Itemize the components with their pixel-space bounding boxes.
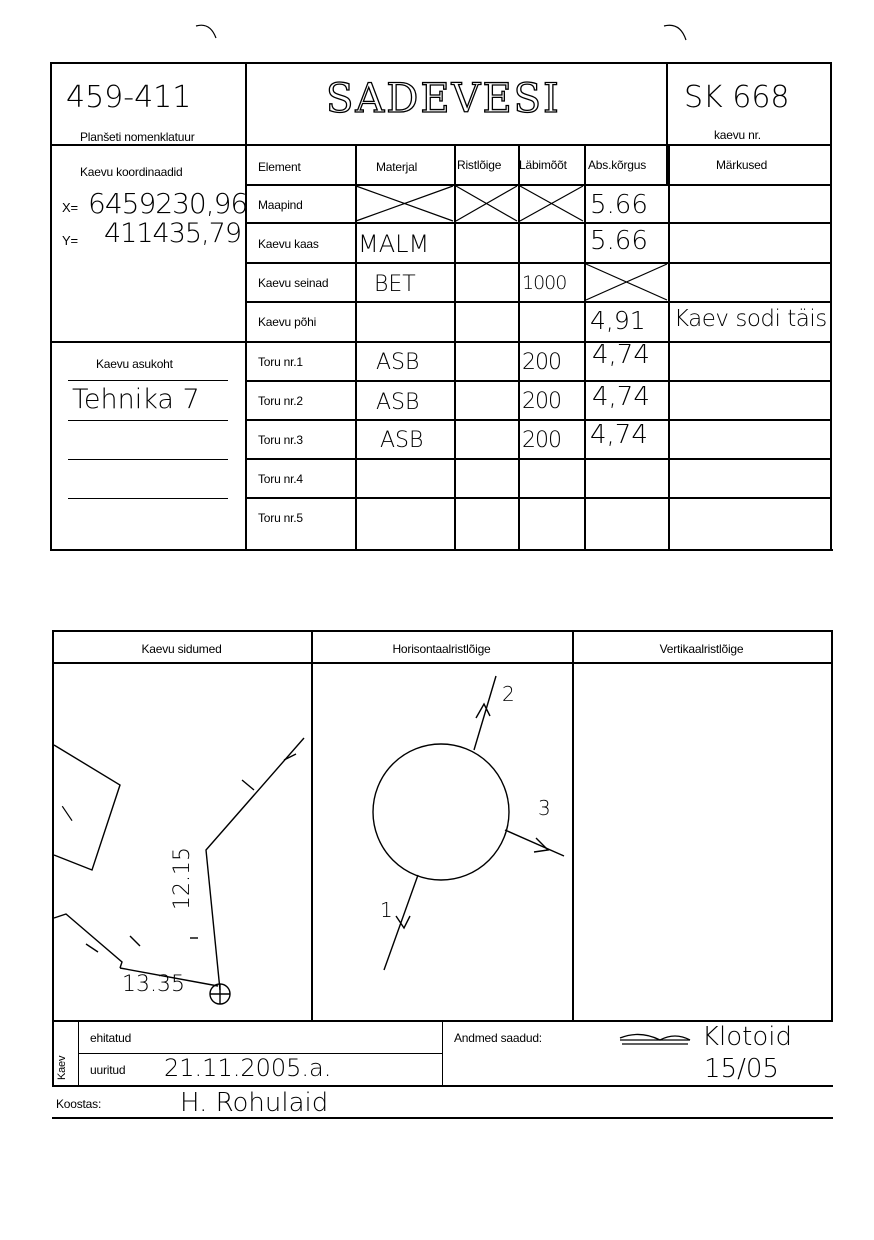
cell-bottom-elevation: 4,91 [590, 306, 646, 335]
cell-bottom-notes: Kaev sodi täis [674, 306, 827, 332]
compiled-label: Koostas: [56, 1097, 102, 1111]
tie-building-label: I [56, 800, 79, 828]
cell-pipe2-diameter: 200 [522, 389, 561, 414]
col-header-ties: Kaevu sidumed [141, 642, 222, 656]
tie-distance-2: 13.35 [122, 972, 185, 997]
y-coordinate-value: 411435,79 [104, 218, 242, 249]
well-label: Kaev [56, 1055, 68, 1080]
location-address: Tehnika 7 [72, 384, 200, 415]
pipe-label-1: 1 [380, 898, 393, 922]
row-label-pipe-4: Toru nr.4 [258, 472, 303, 486]
well-number: SK 668 [684, 80, 790, 115]
plansheet-label: Planšeti nomenklatuur [80, 130, 195, 144]
compiled-by: H. Rohulaid [180, 1088, 329, 1118]
cell-cover-elevation: 5.66 [590, 226, 648, 256]
row-label-ground: Maapind [258, 198, 303, 212]
surveyed-date: 21.11.2005.a. [164, 1054, 332, 1082]
cell-pipe2-material: ASB [376, 390, 420, 415]
cell-pipe1-elevation: 4,74 [592, 340, 650, 370]
cell-pipe3-elevation: 4,74 [590, 420, 648, 450]
col-header-notes: Märkused [716, 158, 768, 172]
cell-ground-elevation: 5.66 [590, 190, 648, 220]
cell-pipe3-diameter: 200 [522, 428, 561, 453]
cell-pipe3-material: ASB [380, 428, 424, 453]
well-number-label: kaevu nr. [714, 128, 761, 142]
col-header-elevation: Abs.kõrgus [588, 158, 647, 172]
row-label-pipe-3: Toru nr.3 [258, 433, 303, 447]
row-label-walls: Kaevu seinad [258, 276, 329, 290]
cell-walls-diameter: 1000 [522, 272, 567, 294]
data-entered-value: Klotoid [702, 1022, 793, 1052]
cell-pipe1-material: ASB [376, 350, 420, 375]
pipe-label-2: 2 [502, 682, 515, 706]
x-coordinate-label: X= [62, 200, 78, 215]
page-title: SADEVESI [326, 76, 561, 122]
row-label-pipe-1: Toru nr.1 [258, 355, 303, 369]
col-header-cross-section: Ristlõige [457, 158, 502, 172]
data-entered-label: Andmed saadud: [454, 1031, 542, 1045]
location-label: Kaevu asukoht [96, 357, 173, 371]
data-entered-date: 15/05 [704, 1054, 779, 1084]
cell-cover-material: MALM [358, 230, 430, 258]
pipe-label-3: 3 [538, 796, 551, 820]
plansheet-number: 459-411 [66, 80, 192, 115]
cell-pipe2-elevation: 4,74 [592, 382, 650, 412]
x-coordinate-value: 6459230,96 [88, 187, 248, 220]
row-label-pipe-5: Toru nr.5 [258, 511, 303, 525]
col-header-element: Element [258, 160, 301, 174]
col-header-vertical-section: Vertikaalristlõige [659, 642, 744, 656]
row-label-pipe-2: Toru nr.2 [258, 394, 303, 408]
tie-distance-1: 12.15 [170, 847, 195, 910]
y-coordinate-label: Y= [62, 233, 78, 248]
cell-pipe1-diameter: 200 [522, 350, 561, 375]
coordinates-label: Kaevu koordinaadid [80, 165, 183, 179]
col-header-material: Materjal [376, 160, 418, 174]
row-label-cover: Kaevu kaas [258, 237, 319, 251]
cell-walls-material: BET [374, 272, 416, 297]
built-label: ehitatud [90, 1031, 132, 1045]
row-label-bottom: Kaevu põhi [258, 315, 317, 329]
col-header-horizontal-section: Horisontaalristlõige [392, 642, 491, 656]
col-header-diameter: Läbimõõt [519, 158, 567, 172]
surveyed-label: uuritud [90, 1063, 126, 1077]
